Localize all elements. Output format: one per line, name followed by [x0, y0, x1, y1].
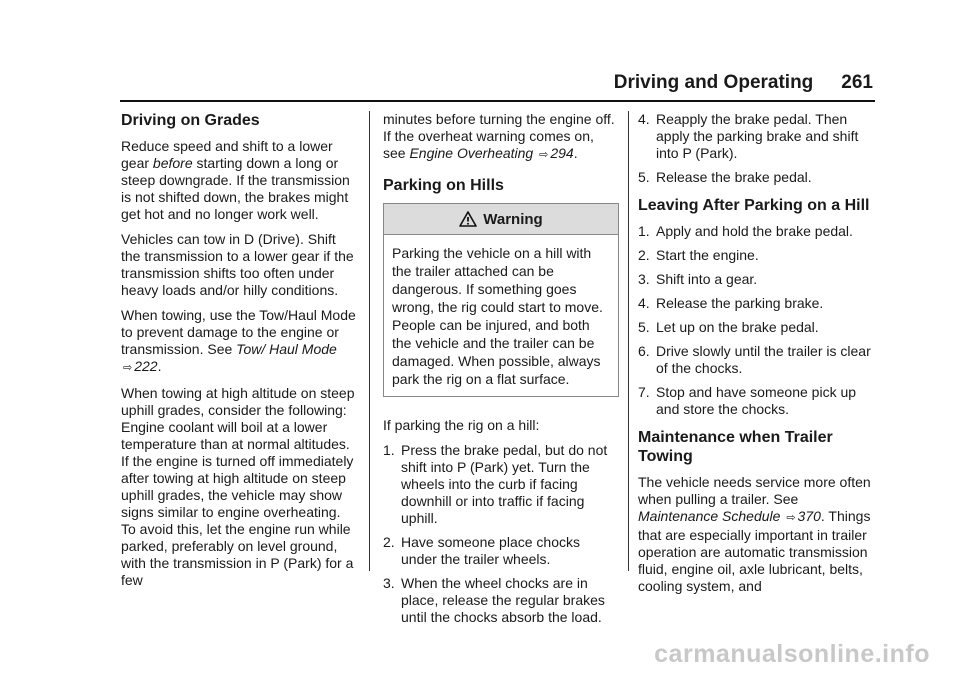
warning-box: [383, 203, 619, 397]
paragraph: Vehicles can tow in D (Drive). Shift the transmission to a lower gear if the transmission shifts too often under heavy loads and/or hilly conditions.: [121, 231, 354, 298]
cross-reference-link[interactable]: Tow/ Haul Mode: [236, 341, 337, 357]
page-reference-icon: ⇨: [786, 512, 796, 524]
cross-reference-link[interactable]: Engine Overheating: [409, 145, 534, 161]
warning-title: Warning: [483, 210, 543, 228]
page-reference-icon: ⇨: [539, 149, 549, 161]
paragraph: Reduce speed and shift to a lower gear before starting down a long or steep downgrade. If the transmission is not shifted down, the brakes might get hot and no longer work well.: [121, 138, 350, 222]
list-item: 2. Have someone place chocks under the trailer wheels.: [383, 534, 580, 567]
steps-list: [638, 111, 876, 186]
warning-header: [384, 204, 618, 235]
heading-maintenance-trailer-towing: Maintenance when Trailer Towing: [638, 429, 833, 465]
list-item: 2. Start the engine.: [638, 247, 759, 263]
heading-leaving-after-parking: Leaving After Parking on a Hill: [638, 197, 870, 214]
column-3: [638, 111, 876, 603]
paragraph: minutes before turning the engine off. If the overheat warning comes on, see Engine Overheating ⇨ 294.: [383, 111, 615, 161]
column-2: [383, 111, 619, 633]
paragraph: The vehicle needs service more often when pulling a trailer. See Maintenance Schedule ⇨ 370. Things that are especially important in trailer operation are automatic transmission fluid, engine oil, axle lubricant, belts, cooling system, and: [638, 474, 871, 594]
page-reference-number[interactable]: 370: [797, 508, 821, 524]
list-item: 7. Stop and have someone pick up and store the chocks.: [638, 384, 857, 417]
list-item: 4. Reapply the brake pedal. Then apply the parking brake and shift into P (Park).: [638, 111, 859, 161]
column-1: [121, 111, 357, 597]
heading-driving-on-grades: Driving on Grades: [121, 112, 260, 129]
steps-list: [383, 442, 619, 626]
list-item: 1. Press the brake pedal, but do not shift into P (Park) yet. Turn the wheels into the curb if facing downhill or into traffic if facing uphill.: [383, 442, 608, 526]
warning-body: Parking the vehicle on a hill with the trailer attached can be dangerous. If something goes wrong, the rig could start to move. People can be injured, and both the vehicle and the trailer can be damaged. When possible, always park the rig on a flat surface.: [392, 245, 603, 387]
paragraph: If parking the rig on a hill:: [383, 417, 540, 433]
watermark: carmanualsonline.info: [654, 640, 930, 668]
page-reference-number[interactable]: 294: [550, 145, 574, 161]
page-number: 261: [841, 72, 873, 93]
column-divider: [628, 111, 629, 571]
list-item: 6. Drive slowly until the trailer is clear of the chocks.: [638, 343, 871, 376]
list-item: 3. When the wheel chocks are in place, release the regular brakes until the chocks absorb the load.: [383, 575, 605, 625]
list-item: 5. Let up on the brake pedal.: [638, 319, 819, 335]
header-rule: [120, 100, 875, 102]
paragraph: When towing, use the Tow/Haul Mode to prevent damage to the engine or transmission. See Tow/ Haul Mode ⇨ 222.: [121, 307, 356, 374]
list-item: 5. Release the brake pedal.: [638, 169, 812, 185]
heading-parking-on-hills: Parking on Hills: [383, 177, 504, 194]
section-title: Driving and Operating: [613, 72, 814, 93]
page-header: [614, 72, 873, 94]
page-reference-number[interactable]: 222: [134, 358, 158, 374]
page-reference-icon: ⇨: [123, 362, 133, 374]
column-divider: [369, 111, 370, 571]
steps-list: [638, 223, 876, 418]
list-item: 1. Apply and hold the brake pedal.: [638, 223, 853, 239]
paragraph: When towing at high altitude on steep uphill grades, consider the following: Engine coolant will boil at a lower temperature than at normal altitudes. If the engine is turned off immediately after towing at high altitude on steep uphill grades, the vehicle may show signs similar to engine overheating. To avoid this, let the engine run while parked, preferably on level ground, with the transmission in P (Park) for a few: [121, 385, 355, 588]
list-item: 4. Release the parking brake.: [638, 295, 824, 311]
warning-icon: [459, 211, 477, 227]
cross-reference-link[interactable]: Maintenance Schedule: [638, 508, 781, 524]
list-item: 3. Shift into a gear.: [638, 271, 758, 287]
